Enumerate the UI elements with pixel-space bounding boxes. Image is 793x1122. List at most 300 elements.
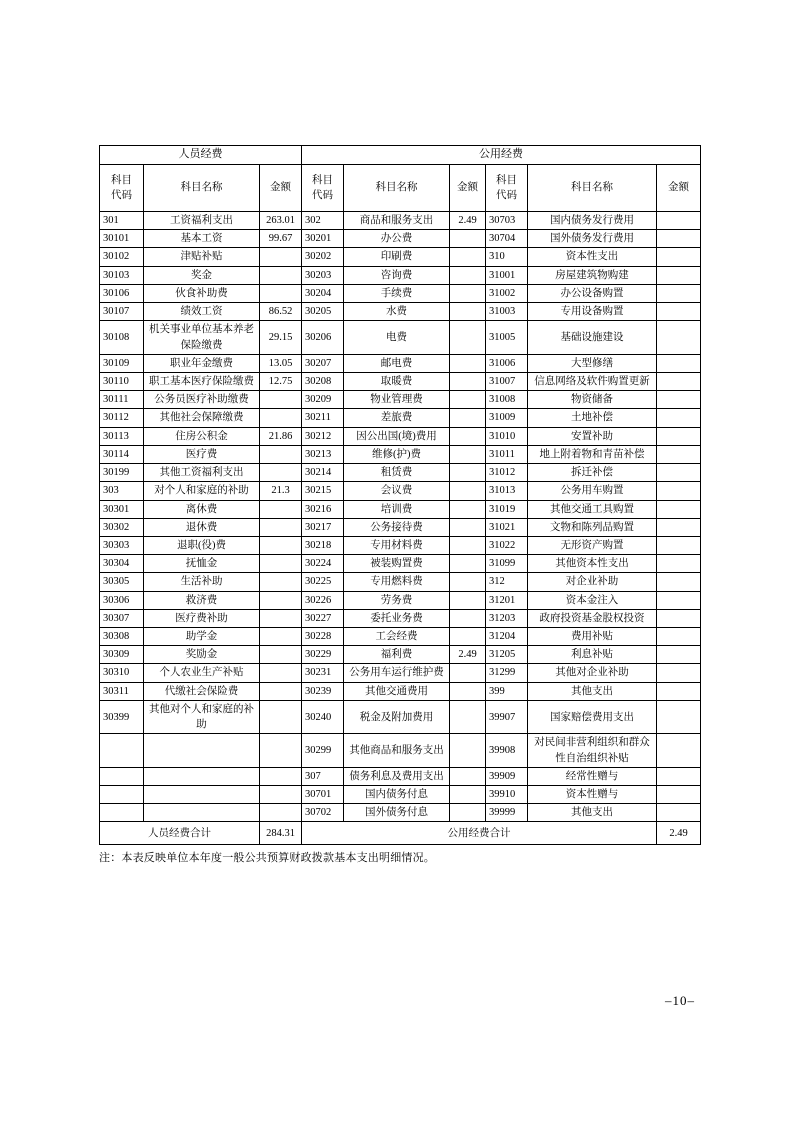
amount-cell	[657, 628, 701, 646]
subject-name-cell: 其他交通费用	[344, 682, 450, 700]
subject-name-cell: 退职(役)费	[144, 536, 260, 554]
amount-cell	[260, 628, 302, 646]
amount-cell	[260, 464, 302, 482]
amount-cell	[260, 284, 302, 302]
subject-code-cell	[100, 734, 144, 767]
amount-cell	[657, 700, 701, 733]
subject-code-cell: 30217	[302, 518, 344, 536]
amount-cell	[260, 266, 302, 284]
subject-code-cell: 31205	[486, 646, 528, 664]
subject-code-cell: 39908	[486, 734, 528, 767]
subject-name-cell: 职业年金缴费	[144, 354, 260, 372]
table-row	[100, 212, 701, 230]
subject-code-cell: 30304	[100, 555, 144, 573]
subject-code-cell: 31201	[486, 591, 528, 609]
subject-code-cell: 30216	[302, 500, 344, 518]
table-row	[100, 427, 701, 445]
amount-cell	[260, 786, 302, 804]
subject-name-cell: 信息网络及软件购置更新	[528, 372, 657, 390]
amount-cell: 21.3	[260, 482, 302, 500]
subject-code-cell: 30704	[486, 230, 528, 248]
subject-name-cell: 伙食补助费	[144, 284, 260, 302]
subject-code-cell: 307	[302, 767, 344, 785]
amount-cell	[657, 427, 701, 445]
amount-cell	[260, 536, 302, 554]
subject-name-cell: 国外债务发行费用	[528, 230, 657, 248]
subject-name-cell: 费用补贴	[528, 628, 657, 646]
subject-name-cell	[144, 786, 260, 804]
subject-code-cell: 30303	[100, 536, 144, 554]
amount-cell	[450, 682, 486, 700]
table-row	[100, 372, 701, 390]
subject-name-cell: 其他支出	[528, 682, 657, 700]
amount-cell	[260, 573, 302, 591]
subject-name-cell: 医疗费补助	[144, 609, 260, 627]
subject-code-cell: 30109	[100, 354, 144, 372]
subject-name-cell: 其他社会保障缴费	[144, 409, 260, 427]
subject-name-cell: 职工基本医疗保险缴费	[144, 372, 260, 390]
subject-name-cell: 因公出国(境)费用	[344, 427, 450, 445]
table-row	[100, 248, 701, 266]
amount-cell	[450, 734, 486, 767]
table-row	[100, 786, 701, 804]
subject-name-cell: 奖励金	[144, 646, 260, 664]
amount-cell: 2.49	[450, 212, 486, 230]
note-text: 注：本表反映单位本年度一般公共预算财政拨款基本支出明细情况。	[99, 852, 435, 865]
amount-cell: 86.52	[260, 303, 302, 321]
subject-name-cell: 退休费	[144, 518, 260, 536]
table-row	[100, 536, 701, 554]
subject-name-cell: 安置补助	[528, 427, 657, 445]
subject-code-cell: 31203	[486, 609, 528, 627]
subject-name-cell	[144, 734, 260, 767]
amount-cell	[260, 591, 302, 609]
subject-name-cell: 其他商品和服务支出	[344, 734, 450, 767]
amount-cell: 12.75	[260, 372, 302, 390]
expense-table-head	[100, 146, 701, 212]
amount-cell	[450, 445, 486, 463]
amount-cell	[657, 609, 701, 627]
subject-name-cell: 办公设备购置	[528, 284, 657, 302]
subject-name-cell: 个人农业生产补贴	[144, 664, 260, 682]
subject-name-cell: 津贴补贴	[144, 248, 260, 266]
public-group-header: 公用经费	[302, 146, 701, 165]
table-row	[100, 500, 701, 518]
subject-code-cell: 30213	[302, 445, 344, 463]
subject-code-cell	[100, 804, 144, 822]
subject-name-cell: 公务员医疗补助缴费	[144, 391, 260, 409]
amount-cell	[260, 248, 302, 266]
subject-code-cell: 30229	[302, 646, 344, 664]
subject-name-cell: 国家赔偿费用支出	[528, 700, 657, 733]
subject-name-cell: 对民间非营利组织和群众性自治组织补贴	[528, 734, 657, 767]
amount-cell: 21.86	[260, 427, 302, 445]
subject-name-cell	[144, 804, 260, 822]
subject-code-cell: 30301	[100, 500, 144, 518]
subject-name-cell: 文物和陈列品购置	[528, 518, 657, 536]
subject-name-cell: 其他工资福利支出	[144, 464, 260, 482]
amount-cell	[450, 500, 486, 518]
amount-cell	[657, 303, 701, 321]
subject-code-cell: 312	[486, 573, 528, 591]
subject-name-cell: 其他对个人和家庭的补助	[144, 700, 260, 733]
subject-code-cell: 30112	[100, 409, 144, 427]
table-row	[100, 284, 701, 302]
subject-name-cell: 土地补偿	[528, 409, 657, 427]
subject-code-cell: 39909	[486, 767, 528, 785]
table-row	[100, 804, 701, 822]
subject-code-cell: 31013	[486, 482, 528, 500]
subject-code-cell: 30226	[302, 591, 344, 609]
subject-code-cell: 30224	[302, 555, 344, 573]
table-row	[100, 230, 701, 248]
amount-cell	[657, 664, 701, 682]
subject-code-cell: 30231	[302, 664, 344, 682]
subject-name-cell: 机关事业单位基本养老保险缴费	[144, 321, 260, 354]
subject-name-cell: 资本性赠与	[528, 786, 657, 804]
amount-cell	[657, 734, 701, 767]
subject-name-cell: 救济费	[144, 591, 260, 609]
amount-cell	[450, 372, 486, 390]
amount-cell	[657, 804, 701, 822]
subject-code-cell: 31012	[486, 464, 528, 482]
subject-code-cell: 31009	[486, 409, 528, 427]
subject-name-cell: 咨询费	[344, 266, 450, 284]
subject-code-cell: 31019	[486, 500, 528, 518]
subject-name-cell: 水费	[344, 303, 450, 321]
subject-code-cell: 30299	[302, 734, 344, 767]
subject-code-cell: 30309	[100, 646, 144, 664]
table-row	[100, 409, 701, 427]
subject-code-cell: 39999	[486, 804, 528, 822]
subject-code-cell: 30703	[486, 212, 528, 230]
amount-cell	[657, 248, 701, 266]
table-row	[100, 664, 701, 682]
amount-cell	[657, 646, 701, 664]
subject-code-cell: 31001	[486, 266, 528, 284]
subject-code-cell: 30110	[100, 372, 144, 390]
amount-cell	[450, 266, 486, 284]
subject-code-cell: 30201	[302, 230, 344, 248]
subject-code-cell: 30310	[100, 664, 144, 682]
amount-cell	[657, 591, 701, 609]
subject-name-cell: 无形资产购置	[528, 536, 657, 554]
amount-cell	[260, 555, 302, 573]
expense-table	[99, 145, 701, 845]
subject-code-cell: 31003	[486, 303, 528, 321]
subject-name-cell: 债务利息及费用支出	[344, 767, 450, 785]
amount-cell	[657, 500, 701, 518]
column-header-row	[100, 165, 701, 212]
amount-cell: 29.15	[260, 321, 302, 354]
amount-cell	[260, 445, 302, 463]
expense-table-body	[100, 212, 701, 822]
subject-code-cell: 30107	[100, 303, 144, 321]
amount-cell	[450, 664, 486, 682]
column-header-subject-code-2	[302, 165, 344, 212]
subject-name-cell: 取暖费	[344, 372, 450, 390]
amount-cell	[657, 409, 701, 427]
subject-name-cell: 国外债务付息	[344, 804, 450, 822]
subject-code-cell: 30702	[302, 804, 344, 822]
subject-code-cell: 302	[302, 212, 344, 230]
subject-name-cell: 专用燃料费	[344, 573, 450, 591]
subject-code-cell: 39910	[486, 786, 528, 804]
amount-cell	[657, 321, 701, 354]
subject-name-cell: 被装购置费	[344, 555, 450, 573]
table-row	[100, 734, 701, 767]
amount-cell	[260, 646, 302, 664]
subject-name-cell: 政府投资基金股权投资	[528, 609, 657, 627]
subject-name-cell: 专用材料费	[344, 536, 450, 554]
subject-code-cell: 30103	[100, 266, 144, 284]
subject-code-cell: 31010	[486, 427, 528, 445]
subject-code-cell: 30225	[302, 573, 344, 591]
amount-cell	[260, 767, 302, 785]
amount-cell	[450, 518, 486, 536]
personnel-total-label: 人员经费合计	[100, 822, 260, 845]
subject-name-cell: 物业管理费	[344, 391, 450, 409]
amount-cell	[657, 767, 701, 785]
amount-cell	[260, 664, 302, 682]
subject-code-cell: 30211	[302, 409, 344, 427]
subject-code-cell: 30227	[302, 609, 344, 627]
subject-code-cell: 30399	[100, 700, 144, 733]
table-row	[100, 767, 701, 785]
subject-name-cell: 资本性支出	[528, 248, 657, 266]
subject-name-cell: 其他对企业补助	[528, 664, 657, 682]
subject-name-cell: 会议费	[344, 482, 450, 500]
amount-cell	[657, 518, 701, 536]
subject-name-cell: 拆迁补偿	[528, 464, 657, 482]
subject-code-cell: 31008	[486, 391, 528, 409]
subject-name-cell: 劳务费	[344, 591, 450, 609]
subject-name-cell: 其他交通工具购置	[528, 500, 657, 518]
subject-code-cell: 30307	[100, 609, 144, 627]
subject-code-cell: 30214	[302, 464, 344, 482]
table-row	[100, 573, 701, 591]
subject-name-cell: 医疗费	[144, 445, 260, 463]
amount-cell	[450, 804, 486, 822]
subject-name-cell: 工会经费	[344, 628, 450, 646]
subject-name-cell: 基础设施建设	[528, 321, 657, 354]
column-header-amount-3: 金额	[657, 165, 701, 212]
subject-code-cell: 31299	[486, 664, 528, 682]
subject-name-cell: 奖金	[144, 266, 260, 284]
amount-cell: 99.67	[260, 230, 302, 248]
subject-code-cell: 31002	[486, 284, 528, 302]
subject-name-cell: 专用设备购置	[528, 303, 657, 321]
subject-name-cell: 商品和服务支出	[344, 212, 450, 230]
subject-code-cell: 30101	[100, 230, 144, 248]
subject-name-cell: 对个人和家庭的补助	[144, 482, 260, 500]
subject-name-cell: 维修(护)费	[344, 445, 450, 463]
amount-cell	[450, 767, 486, 785]
subject-name-cell: 其他资本性支出	[528, 555, 657, 573]
amount-cell	[657, 354, 701, 372]
subject-code-cell: 31204	[486, 628, 528, 646]
table-row	[100, 628, 701, 646]
table-row	[100, 700, 701, 733]
public-total-value: 2.49	[657, 822, 701, 845]
group-header-row	[100, 146, 701, 165]
amount-cell	[657, 482, 701, 500]
amount-cell	[260, 518, 302, 536]
table-row	[100, 518, 701, 536]
table-area	[99, 145, 700, 865]
subject-code-cell: 30114	[100, 445, 144, 463]
amount-cell	[450, 303, 486, 321]
subject-name-cell: 税金及附加费用	[344, 700, 450, 733]
subject-code-cell: 30209	[302, 391, 344, 409]
subject-name-cell: 大型修缮	[528, 354, 657, 372]
subject-code-cell: 31022	[486, 536, 528, 554]
subject-code-cell: 30311	[100, 682, 144, 700]
subject-code-cell: 31006	[486, 354, 528, 372]
subject-name-cell: 房屋建筑物购建	[528, 266, 657, 284]
subject-code-cell: 30102	[100, 248, 144, 266]
amount-cell	[657, 266, 701, 284]
subject-code-cell: 31011	[486, 445, 528, 463]
subject-name-cell: 委托业务费	[344, 609, 450, 627]
subject-name-cell: 对企业补助	[528, 573, 657, 591]
amount-cell	[450, 354, 486, 372]
subject-name-cell: 基本工资	[144, 230, 260, 248]
subject-name-cell: 工资福利支出	[144, 212, 260, 230]
expense-table-foot	[100, 822, 701, 845]
subject-code-cell: 30228	[302, 628, 344, 646]
amount-cell	[657, 536, 701, 554]
public-total-label: 公用经费合计	[302, 822, 657, 845]
table-row	[100, 646, 701, 664]
subject-code-cell: 303	[100, 482, 144, 500]
amount-cell	[657, 230, 701, 248]
subject-code-cell: 30206	[302, 321, 344, 354]
subject-name-cell: 资本金注入	[528, 591, 657, 609]
subject-name-cell: 代缴社会保险费	[144, 682, 260, 700]
amount-cell: 2.49	[450, 646, 486, 664]
table-row	[100, 591, 701, 609]
table-row	[100, 303, 701, 321]
subject-name-cell: 邮电费	[344, 354, 450, 372]
subject-code-cell	[100, 786, 144, 804]
subject-name-cell: 公务用车运行维护费	[344, 664, 450, 682]
subject-name-cell	[144, 767, 260, 785]
amount-cell	[450, 427, 486, 445]
subject-code-cell: 30207	[302, 354, 344, 372]
subject-name-cell: 手续费	[344, 284, 450, 302]
amount-cell	[450, 609, 486, 627]
subject-code-cell: 30302	[100, 518, 144, 536]
subject-name-cell: 地上附着物和青苗补偿	[528, 445, 657, 463]
subject-code-cell: 30204	[302, 284, 344, 302]
amount-cell	[260, 391, 302, 409]
amount-cell	[657, 284, 701, 302]
subject-code-cell: 30203	[302, 266, 344, 284]
subject-code-cell	[100, 767, 144, 785]
subject-name-cell: 抚恤金	[144, 555, 260, 573]
subject-code-cell: 30305	[100, 573, 144, 591]
amount-cell	[657, 555, 701, 573]
subject-name-cell: 国内债务付息	[344, 786, 450, 804]
subject-code-cell: 30701	[302, 786, 344, 804]
subject-name-cell: 国内债务发行费用	[528, 212, 657, 230]
subject-name-cell: 生活补助	[144, 573, 260, 591]
subject-name-cell: 助学金	[144, 628, 260, 646]
subject-code-cell: 30208	[302, 372, 344, 390]
amount-cell	[260, 409, 302, 427]
table-row	[100, 609, 701, 627]
amount-cell	[260, 500, 302, 518]
subject-code-cell: 301	[100, 212, 144, 230]
amount-cell	[450, 248, 486, 266]
subject-code-cell: 39907	[486, 700, 528, 733]
subject-code-cell: 399	[486, 682, 528, 700]
amount-cell	[450, 391, 486, 409]
column-header-label: 科目代码	[496, 174, 517, 201]
subject-code-cell: 30199	[100, 464, 144, 482]
amount-cell	[450, 555, 486, 573]
subject-name-cell: 利息补贴	[528, 646, 657, 664]
amount-cell	[450, 786, 486, 804]
subject-code-cell: 30111	[100, 391, 144, 409]
subject-code-cell: 30106	[100, 284, 144, 302]
subject-name-cell: 住房公积金	[144, 427, 260, 445]
column-header-label: 科目代码	[111, 174, 132, 201]
amount-cell	[657, 391, 701, 409]
amount-cell: 263.01	[260, 212, 302, 230]
amount-cell	[657, 573, 701, 591]
subject-code-cell: 30239	[302, 682, 344, 700]
amount-cell	[657, 212, 701, 230]
amount-cell	[450, 591, 486, 609]
table-row	[100, 391, 701, 409]
table-row	[100, 445, 701, 463]
subject-name-cell: 其他支出	[528, 804, 657, 822]
amount-cell	[260, 804, 302, 822]
amount-cell: 13.05	[260, 354, 302, 372]
amount-cell	[450, 321, 486, 354]
amount-cell	[657, 445, 701, 463]
column-header-label: 科目代码	[312, 174, 333, 201]
subject-code-cell: 30306	[100, 591, 144, 609]
subject-code-cell: 30212	[302, 427, 344, 445]
subject-code-cell: 31099	[486, 555, 528, 573]
amount-cell	[260, 682, 302, 700]
amount-cell	[450, 284, 486, 302]
table-row	[100, 555, 701, 573]
subject-name-cell: 公务接待费	[344, 518, 450, 536]
subject-name-cell: 绩效工资	[144, 303, 260, 321]
amount-cell	[657, 786, 701, 804]
subject-code-cell: 30240	[302, 700, 344, 733]
personnel-group-header: 人员经费	[100, 146, 302, 165]
subject-code-cell: 30113	[100, 427, 144, 445]
column-header-subject-code-3	[486, 165, 528, 212]
column-header-subject-name-1: 科目名称	[144, 165, 260, 212]
amount-cell	[450, 464, 486, 482]
subject-name-cell: 离休费	[144, 500, 260, 518]
subject-name-cell: 租赁费	[344, 464, 450, 482]
subject-code-cell: 30215	[302, 482, 344, 500]
table-row	[100, 321, 701, 354]
amount-cell	[657, 372, 701, 390]
amount-cell	[657, 464, 701, 482]
amount-cell	[450, 409, 486, 427]
amount-cell	[450, 482, 486, 500]
amount-cell	[450, 536, 486, 554]
column-header-subject-name-2: 科目名称	[344, 165, 450, 212]
